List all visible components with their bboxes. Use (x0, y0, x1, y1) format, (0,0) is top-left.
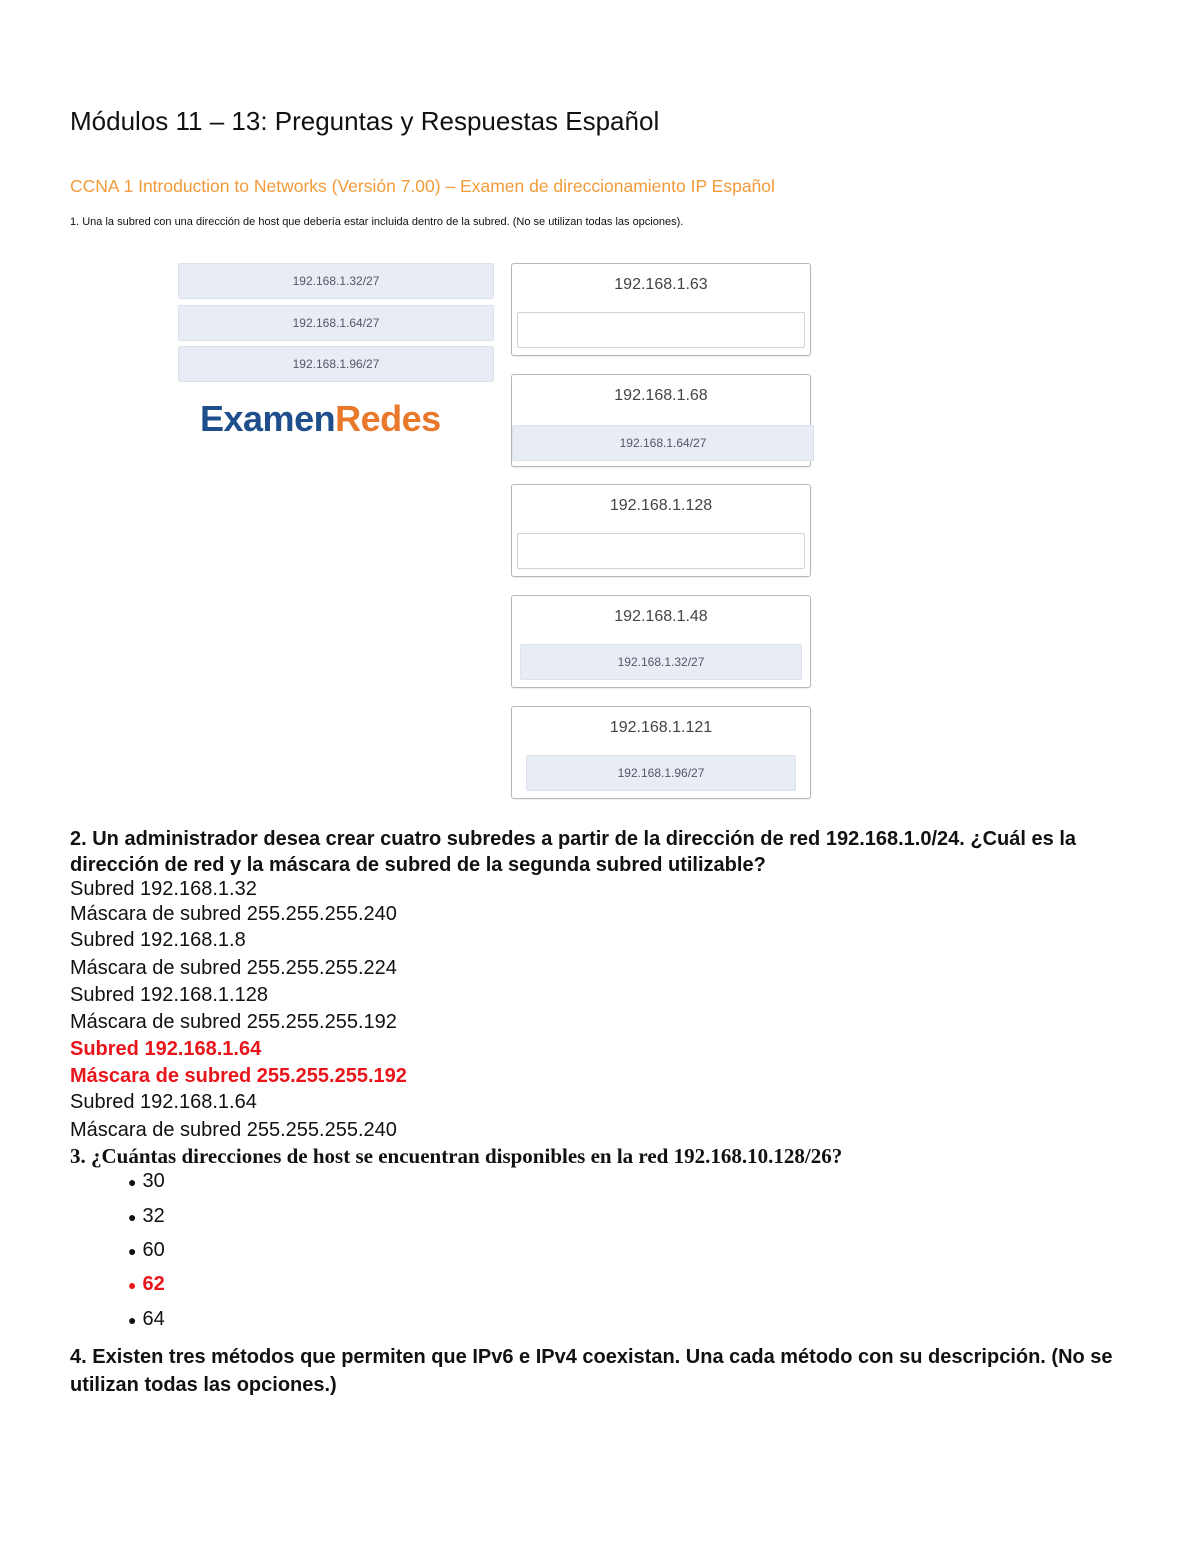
drop-zone-filled[interactable]: 192.168.1.64/27 (512, 425, 814, 461)
target-host-label: 192.168.1.48 (614, 608, 708, 625)
drop-zone-empty[interactable] (517, 312, 805, 348)
answer-line: Subred 192.168.1.128 (70, 984, 268, 1006)
drop-zone-filled[interactable]: 192.168.1.32/27 (520, 644, 802, 680)
correct-answer-line: Subred 192.168.1.64 (70, 1038, 262, 1060)
page-title: Módulos 11 – 13: Preguntas y Respuestas Español (70, 106, 660, 136)
target-card-host-128 (511, 484, 811, 577)
question-2-text: 2. Un administrador desea crear cuatro subredes a partir de la dirección de red 192.168.1.0/24. ¿Cuál es la dirección de red y la máscara de subred de la segunda subred utilizable? (70, 828, 1076, 876)
option-item: ● 64 (128, 1308, 165, 1330)
target-host-label: 192.168.1.128 (609, 497, 713, 514)
target-host-label: 192.168.1.63 (614, 276, 708, 293)
bullet-icon: ● (128, 1276, 137, 1293)
option-item: ● 60 (128, 1239, 165, 1261)
correct-answer-line: Máscara de subred 255.255.255.192 (70, 1065, 407, 1087)
target-host-label: 192.168.1.121 (609, 719, 713, 736)
question-3-text: 3. ¿Cuántas direcciones de host se encuentran disponibles en la red 192.168.10.128/26? (70, 1144, 843, 1168)
target-card-host-63 (511, 263, 811, 356)
answer-line: Máscara de subred 255.255.255.192 (70, 1011, 397, 1033)
answer-line: Máscara de subred 255.255.255.224 (70, 957, 397, 979)
answer-line: Subred 192.168.1.64 (70, 1091, 257, 1113)
source-tile-subnet-32[interactable]: 192.168.1.32/27 (178, 263, 494, 299)
target-host-label: 192.168.1.68 (614, 387, 708, 404)
target-card-host-68 (511, 374, 811, 467)
drop-zone-empty[interactable] (517, 533, 805, 569)
bullet-icon: ● (128, 1208, 137, 1225)
bullet-icon: ● (128, 1311, 137, 1328)
source-tile-subnet-96[interactable]: 192.168.1.96/27 (178, 346, 494, 382)
question-1-text: 1. Una la subred con una dirección de host que debería estar incluida dentro de la subred. (No se utilizan todas las opciones). (70, 216, 684, 228)
answer-line: Subred 192.168.1.32 (70, 878, 257, 900)
answer-line: Subred 192.168.1.8 (70, 929, 246, 951)
bullet-icon: ● (128, 1242, 137, 1259)
question-4-text: 4. Existen tres métodos que permiten que IPv6 e IPv4 coexistan. Una cada método con su descripción. (No se utilizan todas las opciones.) (70, 1346, 1113, 1396)
examenredes-logo: ExamenRedes (200, 398, 441, 439)
answer-line: Máscara de subred 255.255.255.240 (70, 1119, 397, 1141)
correct-option-item: ● 62 (128, 1273, 165, 1295)
answer-line: Máscara de subred 255.255.255.240 (70, 903, 397, 925)
option-item: ● 30 (128, 1170, 165, 1192)
source-tile-subnet-64[interactable]: 192.168.1.64/27 (178, 305, 494, 341)
drop-zone-filled[interactable]: 192.168.1.96/27 (526, 755, 796, 791)
exam-subtitle: CCNA 1 Introduction to Networks (Versión 7.00) – Examen de direccionamiento IP Español (70, 176, 775, 196)
target-card-host-121 (511, 706, 811, 799)
option-item: ● 32 (128, 1205, 165, 1227)
bullet-icon: ● (128, 1173, 137, 1190)
target-card-host-48 (511, 595, 811, 688)
